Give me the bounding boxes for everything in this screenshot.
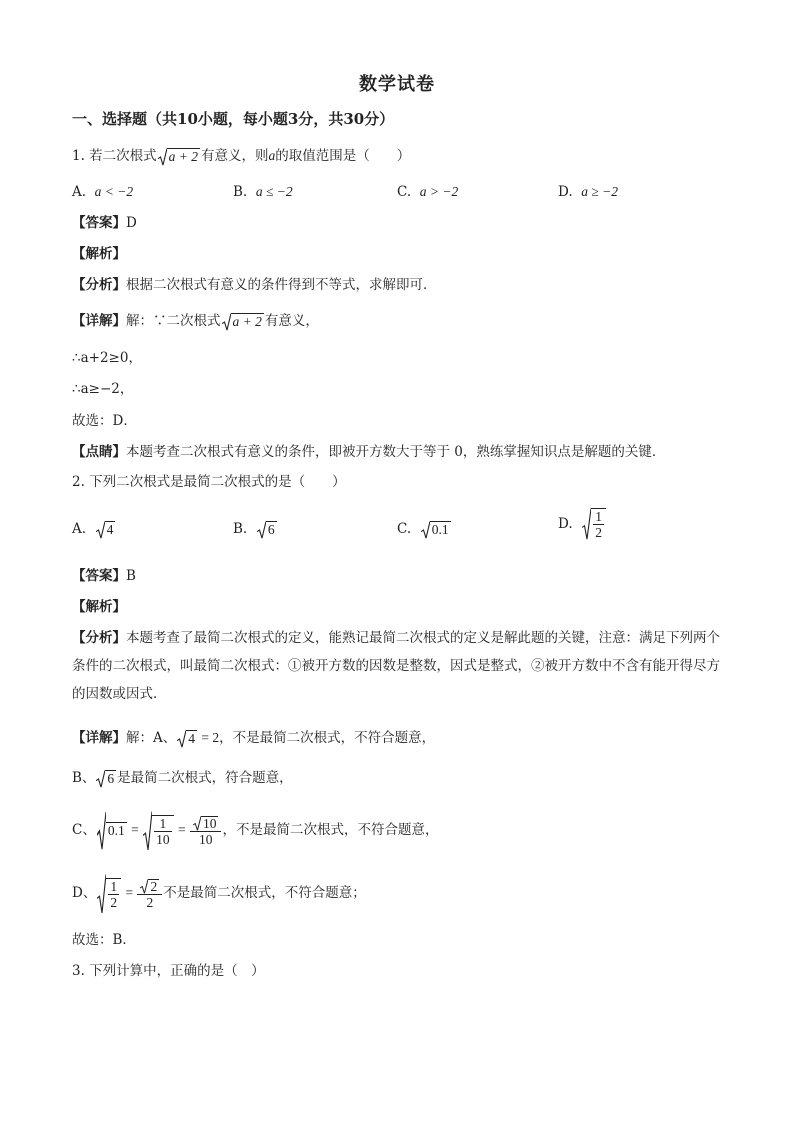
q1-xiangjie-post: 有意义，	[264, 313, 319, 329]
q2-b-pre: B、	[72, 770, 96, 786]
q1-xiangjie-tag: 【详解】	[72, 313, 126, 329]
q2-jiexi	[72, 598, 126, 616]
q1-var: a	[268, 148, 276, 163]
q1-option-a-expr: a < −2	[94, 184, 134, 199]
q2-c-num: 1	[154, 816, 172, 832]
q2-xiangjie-a	[72, 729, 435, 748]
q2-c-eq2: =	[174, 822, 189, 837]
q2-xiangjie-tag: 【详解】	[72, 730, 126, 746]
q2-option-a-radical	[96, 521, 116, 539]
q1-option-b-label: B.	[233, 184, 248, 200]
q2-option-a	[72, 520, 116, 539]
q2-c-pre: C、	[72, 822, 96, 838]
q1-option-a-label: A.	[72, 184, 87, 200]
q2-d-result	[137, 877, 162, 909]
q1-option-d-label: D.	[558, 184, 573, 200]
q1-option-a	[72, 183, 133, 201]
q1-fenxi-text: 根据二次根式有意义的条件得到不等式，求解即可．	[126, 277, 437, 293]
q2-option-d-label: D.	[558, 516, 573, 532]
q1-answer-tag: 【答案】	[72, 215, 126, 231]
section-heading: 一、选择题（共10小题，每小题3分，共30分）	[72, 110, 395, 128]
q2-c-result	[190, 814, 222, 846]
q1-dianjing	[72, 443, 665, 461]
q2-option-b-radicand: 6	[267, 521, 275, 537]
q1-radical	[158, 148, 200, 166]
q1-choose: 故选：D．	[72, 413, 137, 429]
q2-a-eq: = 2	[198, 730, 220, 745]
q2-option-d-num: 1	[595, 509, 602, 524]
q2-c-radical	[97, 811, 127, 851]
q2-option-c-label: C.	[397, 521, 412, 537]
q2-d-pre: D、	[72, 885, 97, 901]
q1-answer	[72, 214, 137, 232]
q2-option-a-label: A.	[72, 521, 87, 537]
q2-c-den2: 10	[198, 831, 213, 847]
q3-stem: 3. 下列计算中，正确的是（ ）	[72, 963, 265, 979]
q2-xiangjie-b	[72, 769, 293, 788]
q1-xiangjie	[72, 312, 319, 331]
q2-option-c-radical	[421, 521, 451, 539]
q2-stem: 2. 下列二次根式是最简二次根式的是（ ）	[72, 474, 346, 490]
q1-jiexi-tag: 【解析】	[72, 246, 126, 262]
q2-option-b	[233, 520, 278, 539]
q1-fenxi	[72, 276, 437, 294]
q2-a-radical	[177, 730, 197, 748]
q2-d-num: 1	[110, 878, 118, 894]
q2-d-frac-radical	[97, 874, 121, 914]
q2-fenxi-tag: 【分析】	[72, 630, 126, 646]
q2-c-den: 10	[156, 831, 170, 847]
q2-option-d-den: 2	[595, 525, 602, 540]
q1-option-c	[397, 183, 458, 201]
q2-d-den: 2	[110, 894, 118, 910]
q2-jiexi-tag: 【解析】	[72, 599, 126, 615]
page-title: 数学试卷	[359, 74, 435, 95]
q1-radicand: a + 2	[168, 148, 199, 164]
q2-a-radicand: 4	[188, 730, 195, 746]
q2-c-post: ，不是最简二次根式，不符合题意，	[222, 822, 439, 838]
q2-d-den2: 2	[146, 894, 154, 910]
q2-option-c-radicand: 0.1	[431, 521, 449, 537]
q2-b-radicand: 6	[107, 770, 115, 786]
q2-xiangjie-c	[72, 810, 438, 851]
q1-stem-mid: 有意义，则	[201, 148, 269, 164]
q1-option-d	[558, 183, 618, 201]
q2-d-post: 不是最简二次根式，不符合题意；	[163, 885, 366, 901]
q1-dianjing-tag: 【点睛】	[72, 444, 126, 460]
q2-option-b-radical	[257, 521, 277, 539]
q2-answer	[72, 567, 136, 585]
q2-c-frac-radical	[143, 811, 174, 851]
q2-a-post: ，不是最简二次根式，不符合题意，	[219, 730, 436, 746]
q2-b-post: 是最简二次根式，符合题意，	[117, 770, 293, 786]
q2-fenxi	[72, 624, 724, 708]
q2-c-num2: 10	[202, 815, 217, 831]
q2-c-eq1: =	[127, 822, 143, 837]
q2-d-eq: =	[122, 885, 137, 900]
q1-option-c-expr: a > −2	[419, 184, 459, 199]
q1-option-d-expr: a ≥ −2	[581, 184, 619, 199]
q1-fenxi-tag: 【分析】	[72, 277, 126, 293]
q2-answer-tag: 【答案】	[72, 568, 126, 584]
q2-d-num2: 2	[150, 878, 158, 894]
q1-option-b	[233, 183, 293, 201]
q1-stem-post: 的取值范围是（ ）	[275, 148, 411, 164]
q1-option-c-label: C.	[397, 184, 412, 200]
q1-stem	[72, 147, 410, 166]
q1-stem-pre: 1. 若二次根式	[72, 148, 157, 164]
q2-c-radicand: 0.1	[107, 822, 125, 838]
q1-step2: ∴a≥−2，	[72, 381, 134, 397]
q2-answer-value: B	[126, 568, 136, 584]
q1-answer-value: D	[126, 215, 137, 231]
q1-jiexi	[72, 245, 126, 263]
q2-option-d	[558, 508, 607, 540]
q1-option-b-expr: a ≤ −2	[255, 184, 293, 199]
q2-option-a-radicand: 4	[106, 521, 114, 537]
q2-b-radical	[96, 770, 116, 788]
q2-choose: 故选：B．	[72, 932, 136, 948]
q2-option-b-label: B.	[233, 521, 248, 537]
q1-xiangjie-radical	[222, 313, 264, 331]
q2-option-c	[397, 520, 452, 539]
q2-xiangjie-d	[72, 873, 366, 914]
q1-xiangjie-radicand: a + 2	[232, 313, 262, 329]
q2-a-pre: 解：A、	[126, 730, 177, 746]
q2-fenxi-text: 本题考查了最简二次根式的定义，能熟记最简二次根式的定义是解此题的关键，注意：满足下列两个条件的二次根式，叫最简二次根式：①被开方数的因数是整数，因式是整式，②被开方数中不含有能开得尽方的因数或因式．	[72, 630, 720, 702]
q1-step1: ∴a+2≥0，	[72, 350, 142, 366]
q1-xiangjie-pre: 解：∵二次根式	[126, 313, 221, 329]
q2-option-d-radical	[582, 508, 606, 540]
q1-dianjing-text: 本题考查二次根式有意义的条件，即被开方数大于等于 0，熟练掌握知识点是解题的关键．	[126, 444, 666, 460]
